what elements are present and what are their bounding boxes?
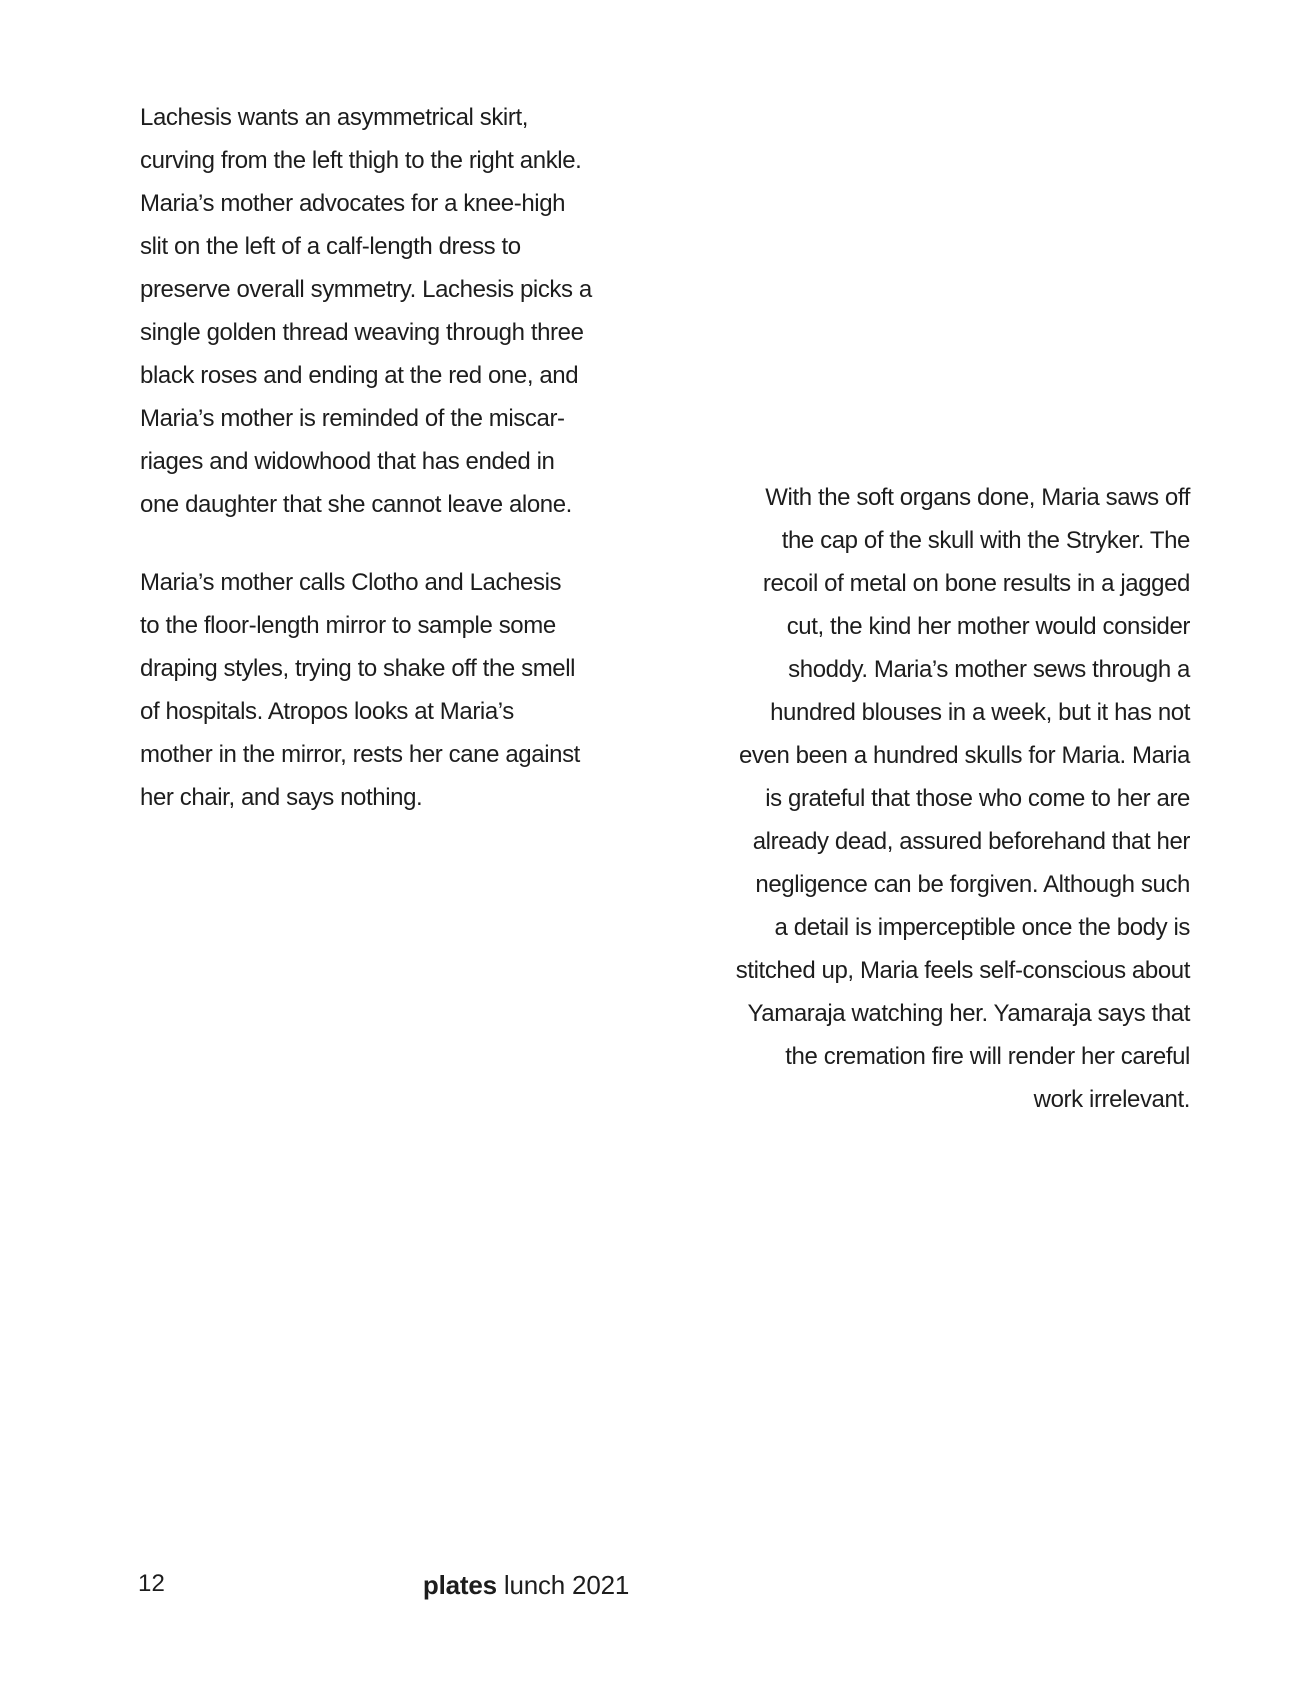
- journal-issue-label: lunch 2021: [496, 1570, 630, 1600]
- text-line: With the soft organs done, Maria saws off: [765, 484, 1190, 511]
- paragraph: [140, 96, 625, 526]
- text-line: one daughter that she cannot leave alone.: [140, 491, 572, 518]
- text-line: slit on the left of a calf-length dress to: [140, 233, 521, 260]
- left-text-column: [140, 96, 625, 819]
- paragraph: [140, 561, 625, 819]
- text-line: of hospitals. Atropos looks at Maria’s: [140, 698, 514, 725]
- text-line: even been a hundred skulls for Maria. Maria: [738, 742, 1190, 769]
- text-line: Maria’s mother calls Clotho and Lachesis: [140, 569, 562, 596]
- text-line: Maria’s mother advocates for a knee-high: [140, 190, 566, 217]
- text-line: a detail is imperceptible once the body is: [774, 914, 1190, 941]
- text-line: curving from the left thigh to the right ankle.: [140, 147, 582, 174]
- text-line: hundred blouses in a week, but it has not: [770, 699, 1190, 726]
- text-line: mother in the mirror, rests her cane against: [140, 741, 580, 768]
- text-line: work irrelevant.: [1033, 1086, 1190, 1113]
- text-line: already dead, assured beforehand that her: [752, 828, 1190, 855]
- text-line: single golden thread weaving through three: [140, 319, 584, 346]
- text-line: Lachesis wants an asymmetrical skirt,: [140, 104, 528, 131]
- text-line: recoil of metal on bone results in a jagged: [762, 570, 1190, 597]
- footer-journal-title: [423, 1570, 629, 1601]
- text-line: Yamaraja watching her. Yamaraja says that: [747, 1000, 1190, 1027]
- journal-name-bold: plates: [422, 1570, 497, 1600]
- text-line: cut, the kind her mother would consider: [786, 613, 1190, 640]
- text-line: stitched up, Maria feels self-conscious about: [735, 957, 1190, 984]
- text-line: the cremation fire will render her careful: [785, 1043, 1190, 1070]
- text-line: the cap of the skull with the Stryker. The: [781, 527, 1190, 554]
- text-line: is grateful that those who come to her are: [765, 785, 1190, 812]
- paragraph: [645, 476, 1190, 1121]
- page-number: 12: [138, 1570, 166, 1597]
- text-line: Maria’s mother is reminded of the miscar-: [140, 405, 565, 432]
- text-line: draping styles, trying to shake off the smell: [140, 655, 576, 682]
- text-line: her chair, and says nothing.: [140, 784, 423, 811]
- right-text-column: [645, 476, 1190, 1121]
- text-line: preserve overall symmetry. Lachesis picks a: [140, 276, 592, 303]
- text-line: black roses and ending at the red one, and: [140, 362, 579, 389]
- text-line: negligence can be forgiven. Although such: [755, 871, 1190, 898]
- text-line: riages and widowhood that has ended in: [140, 448, 555, 475]
- text-line: shoddy. Maria’s mother sews through a: [788, 656, 1190, 683]
- text-line: to the floor-length mirror to sample some: [140, 612, 556, 639]
